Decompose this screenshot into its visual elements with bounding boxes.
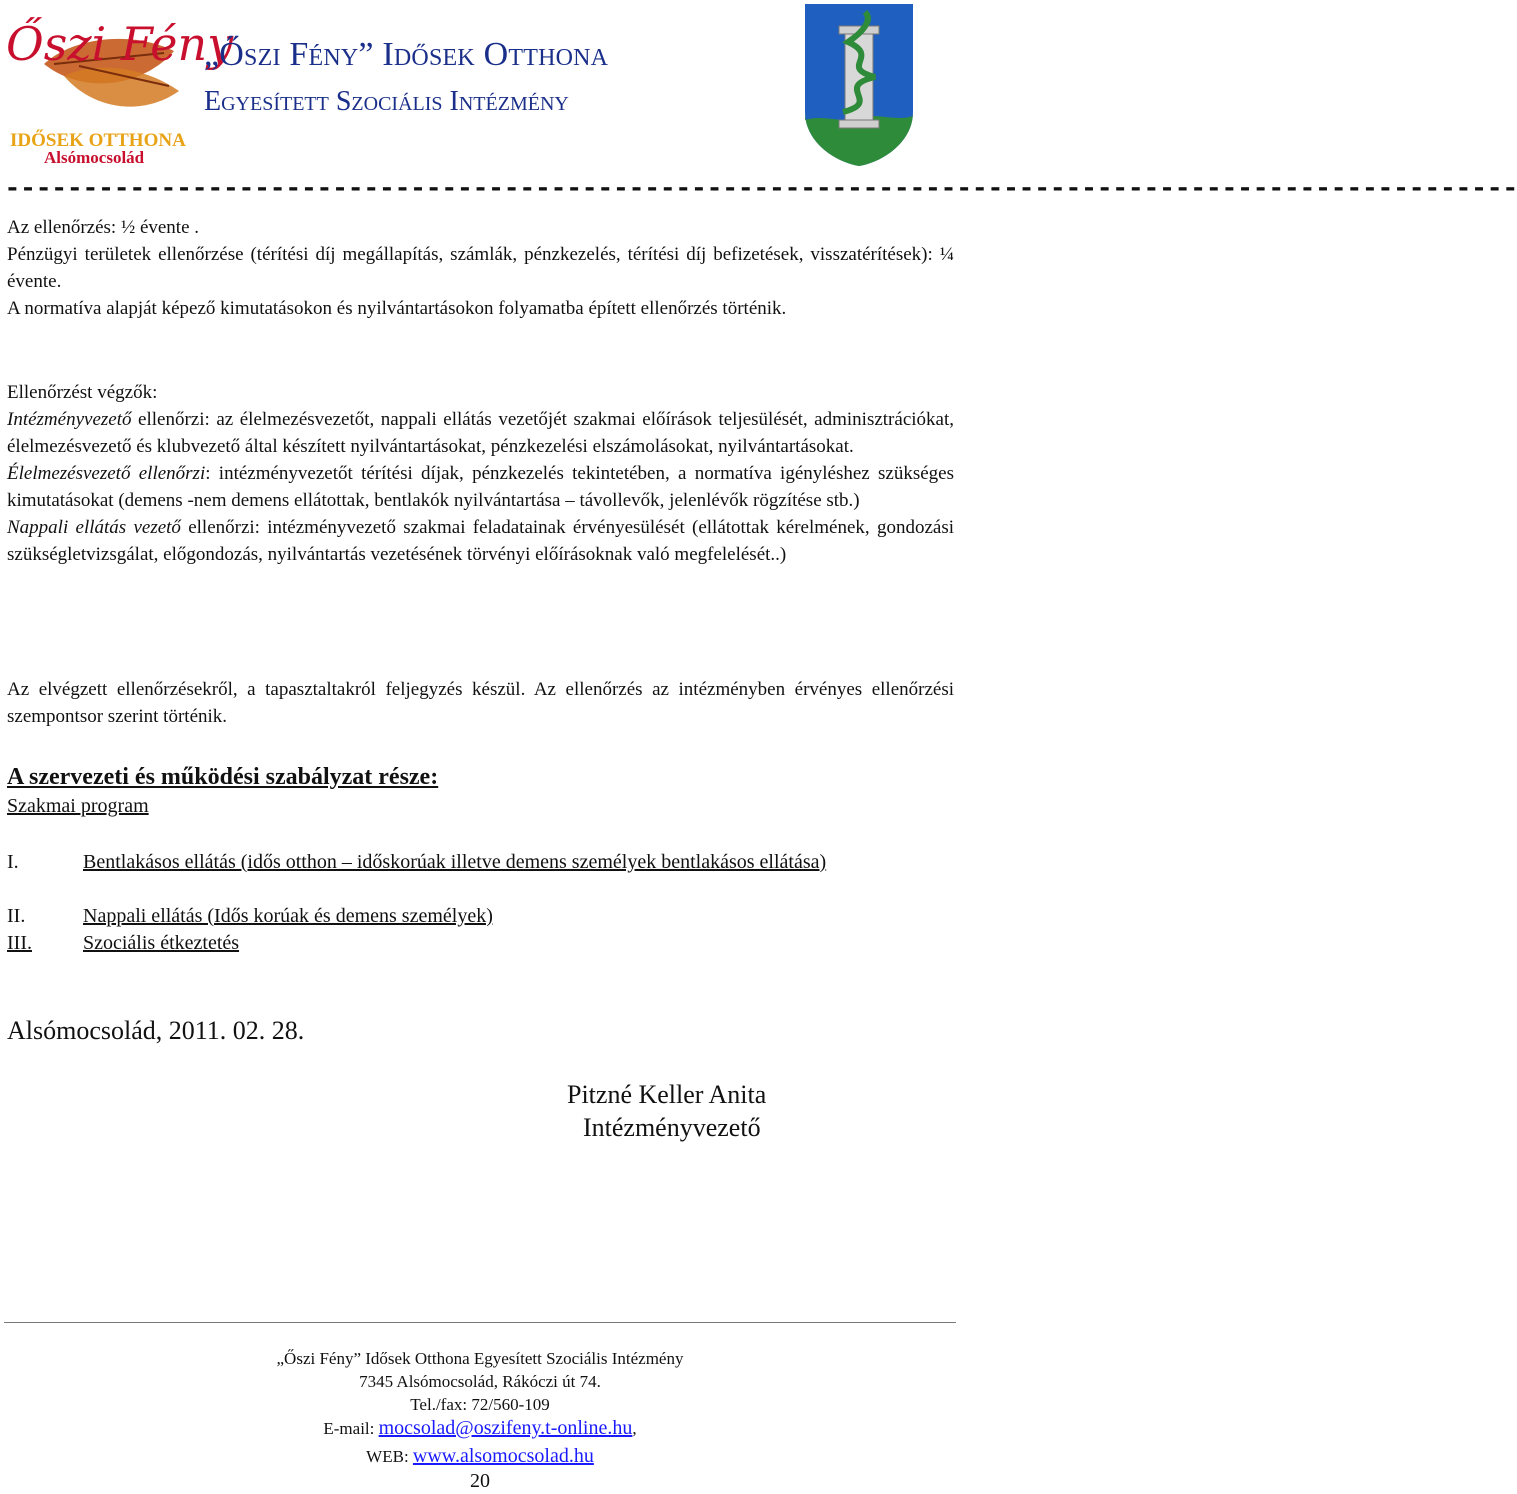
footer-email-suffix: , — [632, 1419, 637, 1438]
footer-org: „Őszi Fény” Idősek Otthona Egyesített Szociális Intézmény — [276, 1349, 684, 1368]
website-link[interactable]: www.alsomocsolad.hu — [412, 1445, 594, 1467]
records-paragraph: Az elvégzett ellenőrzésekről, a tapasztaltakról feljegyzés készül. Az ellenőrzés az intézményben érvényes ellenőrzési szempontsor szerint történik. — [7, 679, 954, 727]
controller-director — [7, 406, 954, 460]
page-number-value: 20 — [470, 1470, 490, 1492]
institution-subtitle: Egyesített Szociális Intézmény — [204, 86, 569, 117]
footer-phone: Tel./fax: 72/560-109 — [410, 1395, 550, 1414]
controller-director-role: Intézményvezető — [7, 409, 132, 430]
list-item-text: Nappali ellátás (Idős korúak és demens személyek) — [83, 905, 493, 927]
logo-location: Alsómocsolád — [44, 148, 145, 167]
inspection-frequency-block — [7, 214, 954, 322]
page-number — [0, 1469, 960, 1494]
controller-catering-role: Élelmezésvezető ellenőrzi — [7, 463, 206, 484]
paragraph-inspection-frequency: Az ellenőrzés: ½ évente . — [7, 217, 200, 238]
institution-title: „Őszi Fény” Idősek Otthona — [204, 36, 609, 73]
coat-of-arms-icon — [803, 2, 915, 168]
section-heading: A szervezeti és működési szabályzat része: — [7, 764, 439, 790]
list-item-number: II. — [7, 905, 26, 927]
logo-oszi-feny — [4, 6, 234, 167]
controller-day-care — [7, 514, 954, 568]
list-item-text: Bentlakásos ellátás (idős otthon – időskorúak illetve demens személyek bentlakásos ellátása) — [83, 851, 827, 873]
footer-divider — [4, 1322, 956, 1323]
section-subheading: Szakmai program — [7, 795, 149, 817]
controller-director-text: ellenőrzi: az élelmezésvezetőt, nappali ellátás vezetőjét szakmai előírások teljesülését, adminisztrációkat, élelmezésvezető és klubvezető által készített nyilvántartásokat, pénzkezelési elszámolásokat, nyilvántartásokat. — [7, 409, 954, 457]
controller-catering-text: : intézményvezetőt térítési díjak, pénzkezelés tekintetében, a normatíva igényléshez szükséges kimutatásokat (demens -nem demens ellátottak, bentlakók nyilvántartása – távollevők, jelenlévők rögzítése stb.) — [7, 463, 955, 511]
paragraph-financial-inspection: Pénzügyi területek ellenőrzése (térítési díj megállapítás, számlák, pénzkezelés, térítési díj befizetések, visszatérítések): ¼ évente. — [7, 244, 954, 292]
footer-web-label: WEB: — [366, 1447, 413, 1466]
list-item-text: Szociális étkeztetés — [83, 932, 240, 954]
footer-address: 7345 Alsómocsolád, Rákóczi út 74. — [359, 1372, 601, 1391]
logo-script-text: Őszi Fény — [6, 17, 234, 71]
signer-title: Intézményvezető — [583, 1113, 761, 1142]
controllers-block — [7, 379, 954, 568]
controller-day-care-text: ellenőrzi: intézményvezető szakmai feladatainak érvényesülését (ellátottak kérelmének, gondozási szükségletvizsgálat, előgondozás, nyilvántartás vezetésének törvényi előírásoknak való megfelelését..) — [7, 517, 954, 565]
footer-email-label: E-mail: — [323, 1419, 379, 1438]
logo-subtitle: IDŐSEK OTTHONA — [10, 130, 186, 151]
footer-email-line — [0, 1416, 960, 1441]
paragraph-normative-inspection: A normatíva alapját képező kimutatásokon és nyilvántartásokon folyamatba épített ellenőrzés történik. — [7, 298, 787, 319]
footer-web-line — [0, 1444, 960, 1469]
controller-day-care-role: Nappali ellátás vezető — [7, 517, 181, 538]
list-item-number: III. — [7, 932, 32, 954]
header-dashed-rule: ------------------------------------------------------------------------------------------------- — [4, 174, 1517, 205]
list-item-number: I. — [7, 851, 19, 873]
place-and-date: Alsómocsolád, 2011. 02. 28. — [7, 1016, 305, 1045]
controllers-label: Ellenőrzést végzők: — [7, 382, 158, 403]
signer-name: Pitzné Keller Anita — [567, 1080, 767, 1109]
email-link[interactable]: mocsolad@oszifeny.t-online.hu — [378, 1417, 633, 1439]
controller-catering — [7, 460, 954, 514]
